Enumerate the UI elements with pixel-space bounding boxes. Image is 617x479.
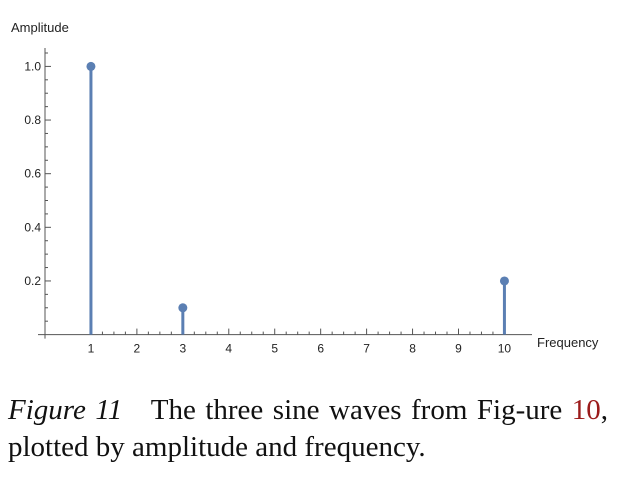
stem-point <box>86 62 95 71</box>
stem-point <box>500 276 509 285</box>
stems <box>86 62 508 335</box>
x-tick-label: 10 <box>497 341 512 356</box>
y-tick-label: 0.6 <box>24 166 41 181</box>
x-tick-label: 1 <box>87 341 95 356</box>
x-tick-label: 9 <box>455 341 462 356</box>
x-tick-label: 5 <box>271 341 279 356</box>
y-tick-label: 0.4 <box>24 220 41 235</box>
y-tick-label: 0.8 <box>24 113 41 128</box>
x-tick-label: 6 <box>317 341 325 356</box>
figure-label: Figure 11 <box>8 394 123 426</box>
x-tick-label: 3 <box>179 341 187 356</box>
axes <box>38 48 532 339</box>
x-tick-label: 7 <box>363 341 370 356</box>
y-tick-label: 0.2 <box>24 273 41 288</box>
y-tick-label: 1.0 <box>24 59 41 74</box>
x-tick-label: 2 <box>133 341 141 356</box>
x-tick-label: 8 <box>409 341 416 356</box>
stem-point <box>178 303 187 312</box>
figure-caption <box>8 392 608 466</box>
ticks <box>24 53 511 356</box>
figure-reference-link[interactable]: 10 <box>571 394 601 426</box>
x-axis-title: Frequency <box>537 335 599 350</box>
caption-text-before: The three sine waves from Fig-ure <box>150 394 572 426</box>
y-axis-title: Amplitude <box>11 20 69 35</box>
caption-text-after: , plotted by amplitude and frequency. <box>8 394 609 463</box>
x-tick-label: 4 <box>225 341 233 356</box>
